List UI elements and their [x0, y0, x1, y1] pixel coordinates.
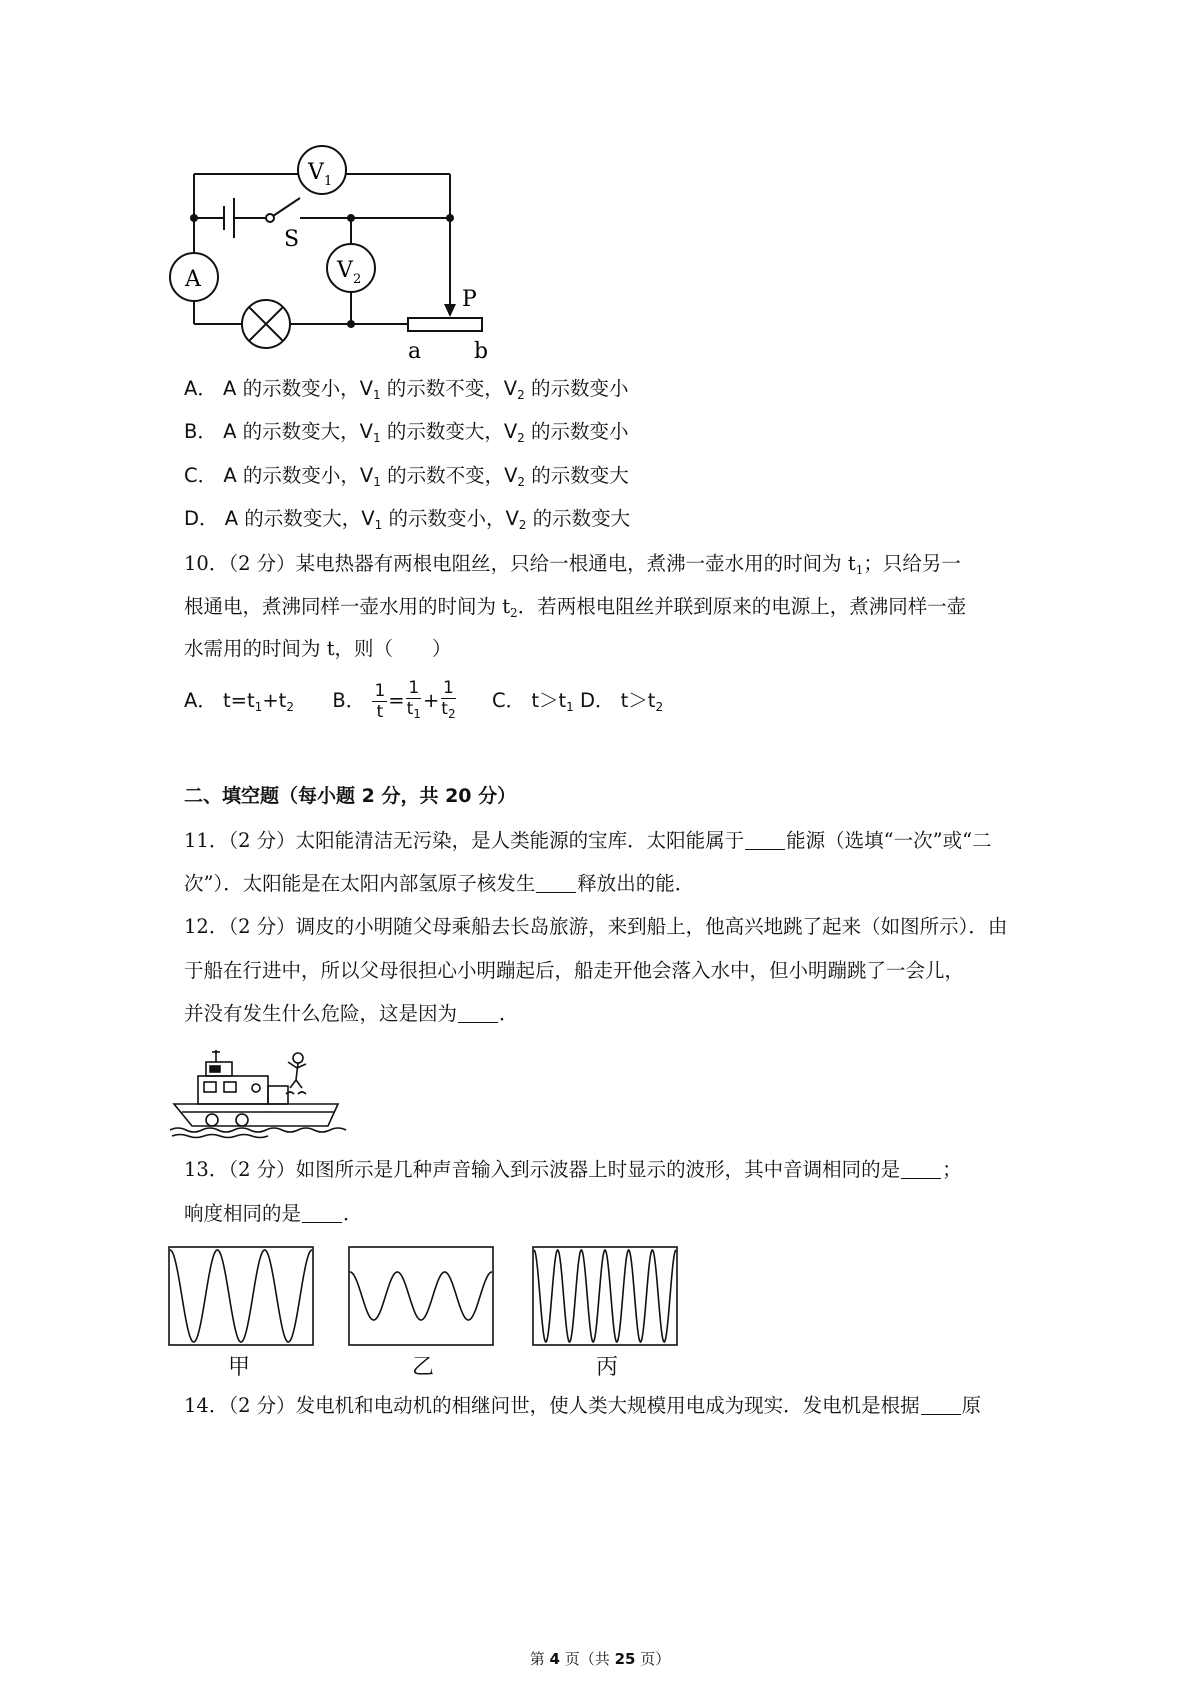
answer-blank[interactable]: [458, 1003, 498, 1024]
q13-line-2: 响度相同的是 ．: [184, 1202, 363, 1225]
q9-option-c: C． A 的示数变小，$V_1$ 的示数不变，$V_2$ 的示数变大: [184, 464, 629, 489]
q13-line-1: 13．（2 分）如图所示是几种声音输入到示波器上时显示的波形，其中音调相同的是 ；: [184, 1158, 962, 1181]
boat-figure: [168, 1048, 352, 1140]
q10-options: [184, 678, 663, 724]
q9-option-a: A． A 的示数变小，$V_1$ 的示数不变，$V_2$ 的示数变小: [184, 377, 629, 402]
fraction-1-over-t2: $\frac{1}{t_2}$: [441, 678, 456, 721]
svg-text:1: 1: [324, 174, 333, 189]
q11-line-2: 次”）．太阳能是在太阳内部氢原子核发生 释放出的能．: [184, 872, 695, 895]
waveform-jia: [168, 1246, 316, 1348]
svg-text:a: a: [408, 339, 422, 364]
q10-line-3: 水需用的时间为 t，则（ ）: [184, 637, 452, 660]
waveform-label-jia: 甲: [228, 1355, 251, 1380]
q10-line-1: 10．（2 分）某电热器有两根电阻丝，只给一根通电，煮沸一壶水用的时间为 $t_1$；只给另一: [184, 552, 961, 577]
svg-text:2: 2: [353, 272, 362, 287]
waveform-bing: [532, 1246, 680, 1348]
q10-line-2: 根通电，煮沸同样一壶水用的时间为 $t_2$．若两根电阻丝并联到原来的电源上，煮沸同样一壶: [184, 595, 967, 620]
answer-blank[interactable]: [745, 830, 785, 851]
waveform-yi: [348, 1246, 496, 1348]
q9-option-d: D． A 的示数变大，$V_1$ 的示数变小，$V_2$ 的示数变大: [184, 507, 631, 532]
q10-option-c: C． $t>t_1$: [492, 688, 574, 714]
svg-text:b: b: [474, 339, 489, 364]
q14-line-1: 14．（2 分）发电机和电动机的相继问世，使人类大规模用电成为现实．发电机是根据 原: [184, 1394, 982, 1417]
svg-text:P: P: [462, 287, 477, 312]
q9-option-b: B． A 的示数变大，$V_1$ 的示数变大，$V_2$ 的示数变小: [184, 420, 629, 445]
q10-option-a: A． $t=t_1+t_2$: [184, 688, 294, 714]
q11-line-1: 11．（2 分）太阳能清洁无污染，是人类能源的宝库．太阳能属于 能源（选填“一次”或“二: [184, 829, 992, 852]
fraction-1-over-t1: $\frac{1}{t_1}$: [406, 678, 421, 721]
svg-text:V: V: [308, 160, 324, 185]
q10-option-d: D． $t>t_2$: [573, 688, 664, 714]
answer-blank[interactable]: [901, 1159, 941, 1180]
q12-line-3: 并没有发生什么危险，这是因为 ．: [184, 1002, 519, 1025]
section-2-heading: 二、填空题（每小题 2 分，共 20 分）: [184, 785, 517, 807]
page-footer: 第 4 页（共 25 页）: [529, 1650, 671, 1668]
q12-line-2: 于船在行进中，所以父母很担心小明蹦起后，船走开他会落入水中，但小明蹦跳了一会儿，: [184, 959, 965, 982]
svg-text:S: S: [284, 227, 300, 252]
fraction-1-over-t: $\frac{1}{t}$: [374, 680, 386, 722]
waveform-label-bing: 丙: [596, 1355, 619, 1380]
q12-line-1: 12．（2 分）调皮的小明随父母乘船去长岛旅游，来到船上，他高兴地跳了起来（如图所示）．由: [184, 915, 1008, 938]
answer-blank[interactable]: [921, 1395, 961, 1416]
answer-blank[interactable]: [302, 1203, 342, 1224]
rheostat: [408, 318, 482, 331]
q10-option-b: B． $\frac{1}{t}$ = $\frac{1}{t_1}$ + $\frac{1}{t_2}$: [332, 689, 463, 712]
answer-blank[interactable]: [536, 873, 576, 894]
svg-text:V: V: [337, 258, 353, 283]
waveform-label-yi: 乙: [412, 1355, 435, 1380]
circuit-diagram: [160, 140, 530, 380]
svg-text:A: A: [185, 267, 201, 292]
